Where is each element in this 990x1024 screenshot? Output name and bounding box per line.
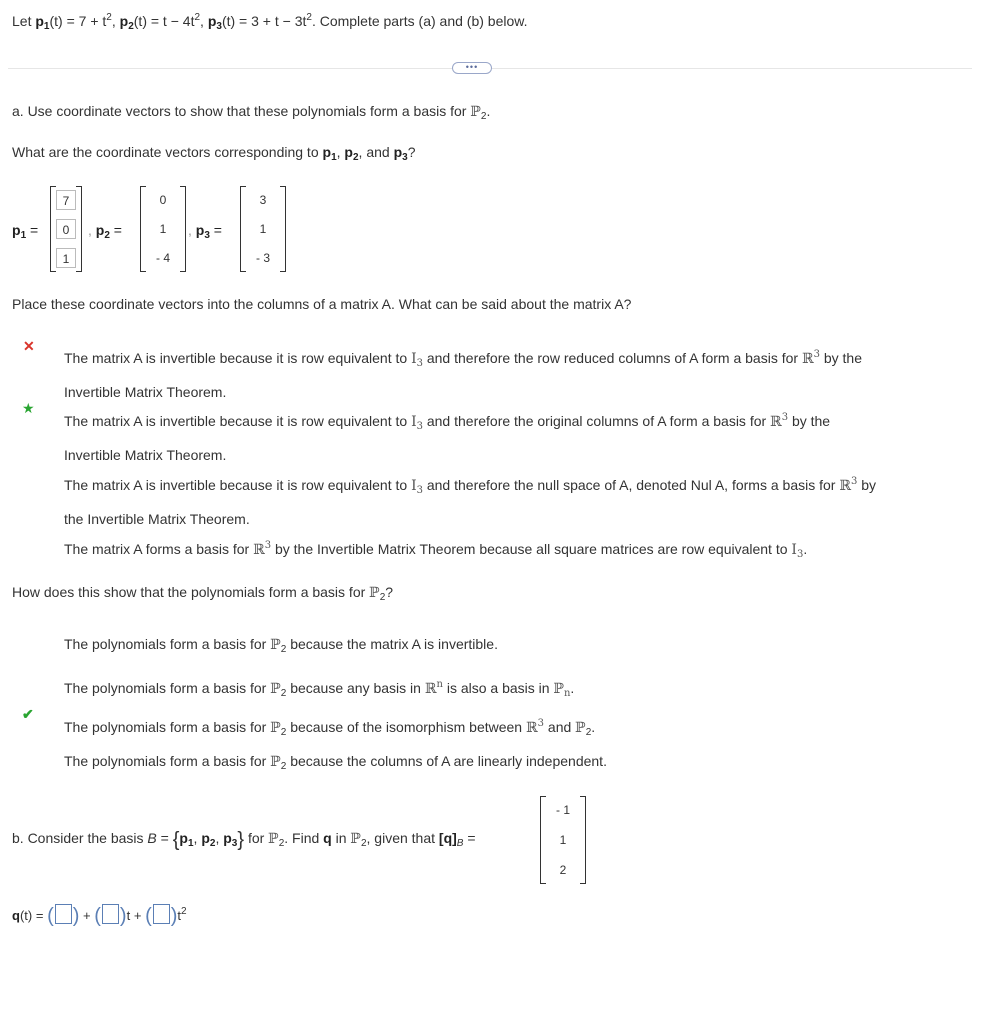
t-coefficient-input[interactable] (102, 904, 119, 924)
p3-symbol: $p_3$ (207, 13, 222, 32)
incorrect-mark: ✕ (23, 338, 35, 354)
coordinate-question-text: What are the coordinate vectors corresponding to (12, 144, 319, 160)
p1-symbol: $p_1$ (35, 13, 50, 32)
r3-symbol: ℝ$^3$ (801, 349, 820, 367)
matrix-option-2[interactable]: The matrix A is invertible because it is row equivalent to $I_3$ and therefore the original columns of A form a basis for ℝ$^3$ by the Invertible Matrix Theorem. (64, 412, 831, 463)
p2-space-sub: 2 (480, 111, 487, 122)
vector-p2 (140, 186, 186, 272)
let-text: Let (12, 13, 32, 29)
p2-space-symbol: ℙ (369, 585, 380, 601)
vector-p3-entry-3: - 3 (255, 251, 270, 265)
poly-option-2[interactable]: The polynomials form a basis for ℙ$_2$ because any basis in ℝ$^n$ is also a basis in ℙ$_n$. (64, 679, 575, 699)
p2-space-symbol: ℙ (470, 104, 481, 120)
answer-q-label: q (12, 908, 20, 923)
coord-vector-entry-2: 1 (559, 833, 567, 847)
q-and: and (366, 144, 390, 160)
matrix-option-1[interactable]: The matrix A is invertible because it is row equivalent to $I_3$ and therefore the row reduced columns of A form a basis for ℝ$^3$ by the Invertible Matrix Theorem. (64, 349, 862, 400)
q-p3: $p_3$ (393, 144, 408, 163)
p1-expression: (t) = 7 + t (49, 13, 107, 29)
r3-symbol: ℝ$^3$ (770, 412, 789, 430)
poly-question: How does this show that the polynomials form a basis for ℙ$_2$? (12, 584, 394, 603)
r3-symbol: ℝ$^3$ (526, 718, 545, 736)
p2-expression: (t) = t − 4t (133, 13, 195, 29)
problem-tail: . Complete parts (a) and (b) below. (311, 13, 528, 29)
identity-symbol: $I_3$ (411, 351, 423, 369)
vector-p1-label: $p_1$ = (12, 222, 39, 241)
basis-variable: B (147, 830, 157, 846)
vector-p3 (240, 186, 286, 272)
p3-exponent: 2 (306, 12, 312, 23)
constant-coefficient-input[interactable] (55, 904, 72, 924)
vector-p3-entry-2: 1 (259, 222, 267, 236)
coordinate-question: What are the coordinate vectors corresponding to $p_1$, $p_2$, and $p_3$? (12, 144, 416, 163)
p2-symbol: $p_2$ (119, 13, 134, 32)
vector-p1-entry-2: 0 (56, 219, 76, 239)
p1-exponent: 2 (106, 12, 112, 23)
r3-symbol: ℝ$^3$ (839, 476, 858, 494)
star-mark: ★ (22, 400, 35, 416)
coord-vector-entry-3: 2 (559, 863, 567, 877)
poly-option-4[interactable]: The polynomials form a basis for ℙ$_2$ because the columns of A are linearly independent. (64, 753, 607, 772)
r3-symbol: ℝ$^3$ (253, 540, 272, 558)
vector-p2-entry-2: 1 (159, 222, 167, 236)
coord-vector-entry-1: - 1 (555, 803, 570, 817)
rn-symbol: ℝ$^n$ (424, 679, 443, 697)
t2-coefficient-input[interactable] (153, 904, 170, 924)
p3-expression: (t) = 3 + t − 3t (221, 13, 307, 29)
vector-p1-entry-3: 1 (56, 248, 76, 268)
matrix-question: Place these coordinate vectors into the columns of a matrix A. What can be said about the matrix A? (12, 296, 632, 312)
vector-p2-entry-1: 0 (159, 193, 167, 207)
vector-p3-entry-1: 3 (259, 193, 267, 207)
answer-row: q(t) = ( ) + ( )t + ( )$t^2$ (12, 905, 187, 927)
identity-symbol: $I_3$ (411, 414, 423, 432)
coord-label: [q] (438, 830, 457, 846)
vector-p2-label: , $p_2$ = (88, 222, 122, 241)
answer-expr: (t) = (19, 908, 44, 923)
matrix-option-4[interactable]: The matrix A forms a basis for ℝ$^3$ by the Invertible Matrix Theorem because all square matrices are row equivalent to $I_3$. (64, 540, 808, 560)
problem-statement: Let $p_1(t) = 7 + t^2$, $p_2(t) = t - 4t^2$, $p_3(t) = 3 + t - 3t^2$. Complete parts (a) and (b) below. (12, 12, 528, 32)
poly-option-3[interactable]: The polynomials form a basis for ℙ$_2$ because of the isomorphism between ℝ$^3$ and ℙ$_2$. (64, 718, 596, 738)
part-a-intro-text: a. Use coordinate vectors to show that these polynomials form a basis for (12, 103, 467, 119)
poly-option-1[interactable]: The polynomials form a basis for ℙ$_2$ because the matrix A is invertible. (64, 636, 498, 655)
identity-symbol: $I_3$ (791, 542, 804, 560)
matrix-option-3[interactable]: The matrix A is invertible because it is row equivalent to $I_3$ and therefore the null space of A, denoted Nul A, forms a basis for ℝ$^3$ by the Invertible Matrix Theorem. (64, 476, 877, 527)
p2-exponent: 2 (194, 12, 201, 23)
coord-vector-qb (540, 796, 586, 884)
correct-check-icon: ✔ (22, 706, 34, 722)
pn-symbol: ℙ$_n$ (553, 681, 571, 699)
part-b-intro: b. Consider the basis $B = \{p_1$, $p_2$, $p_3$} for ℙ$_2$. Find q in ℙ$_2$, given that $[q]_B$ = (12, 829, 476, 851)
vector-p2-entry-3: - 4 (155, 251, 170, 265)
q-p2: $p_2$ (344, 144, 359, 163)
part-a-intro: a. Use coordinate vectors to show that these polynomials form a basis for ℙ$_2$. (12, 103, 491, 122)
q-p1: $p_1$ (322, 144, 337, 163)
expand-button[interactable]: ••• (452, 62, 492, 74)
vector-p1 (50, 186, 82, 272)
vector-p1-entry-1: 7 (56, 190, 76, 210)
vector-p3-label: , $p_3$ = (188, 222, 222, 241)
poly-question-text: How does this show that the polynomials form a basis for (12, 584, 366, 600)
identity-symbol: $I_3$ (411, 478, 423, 496)
